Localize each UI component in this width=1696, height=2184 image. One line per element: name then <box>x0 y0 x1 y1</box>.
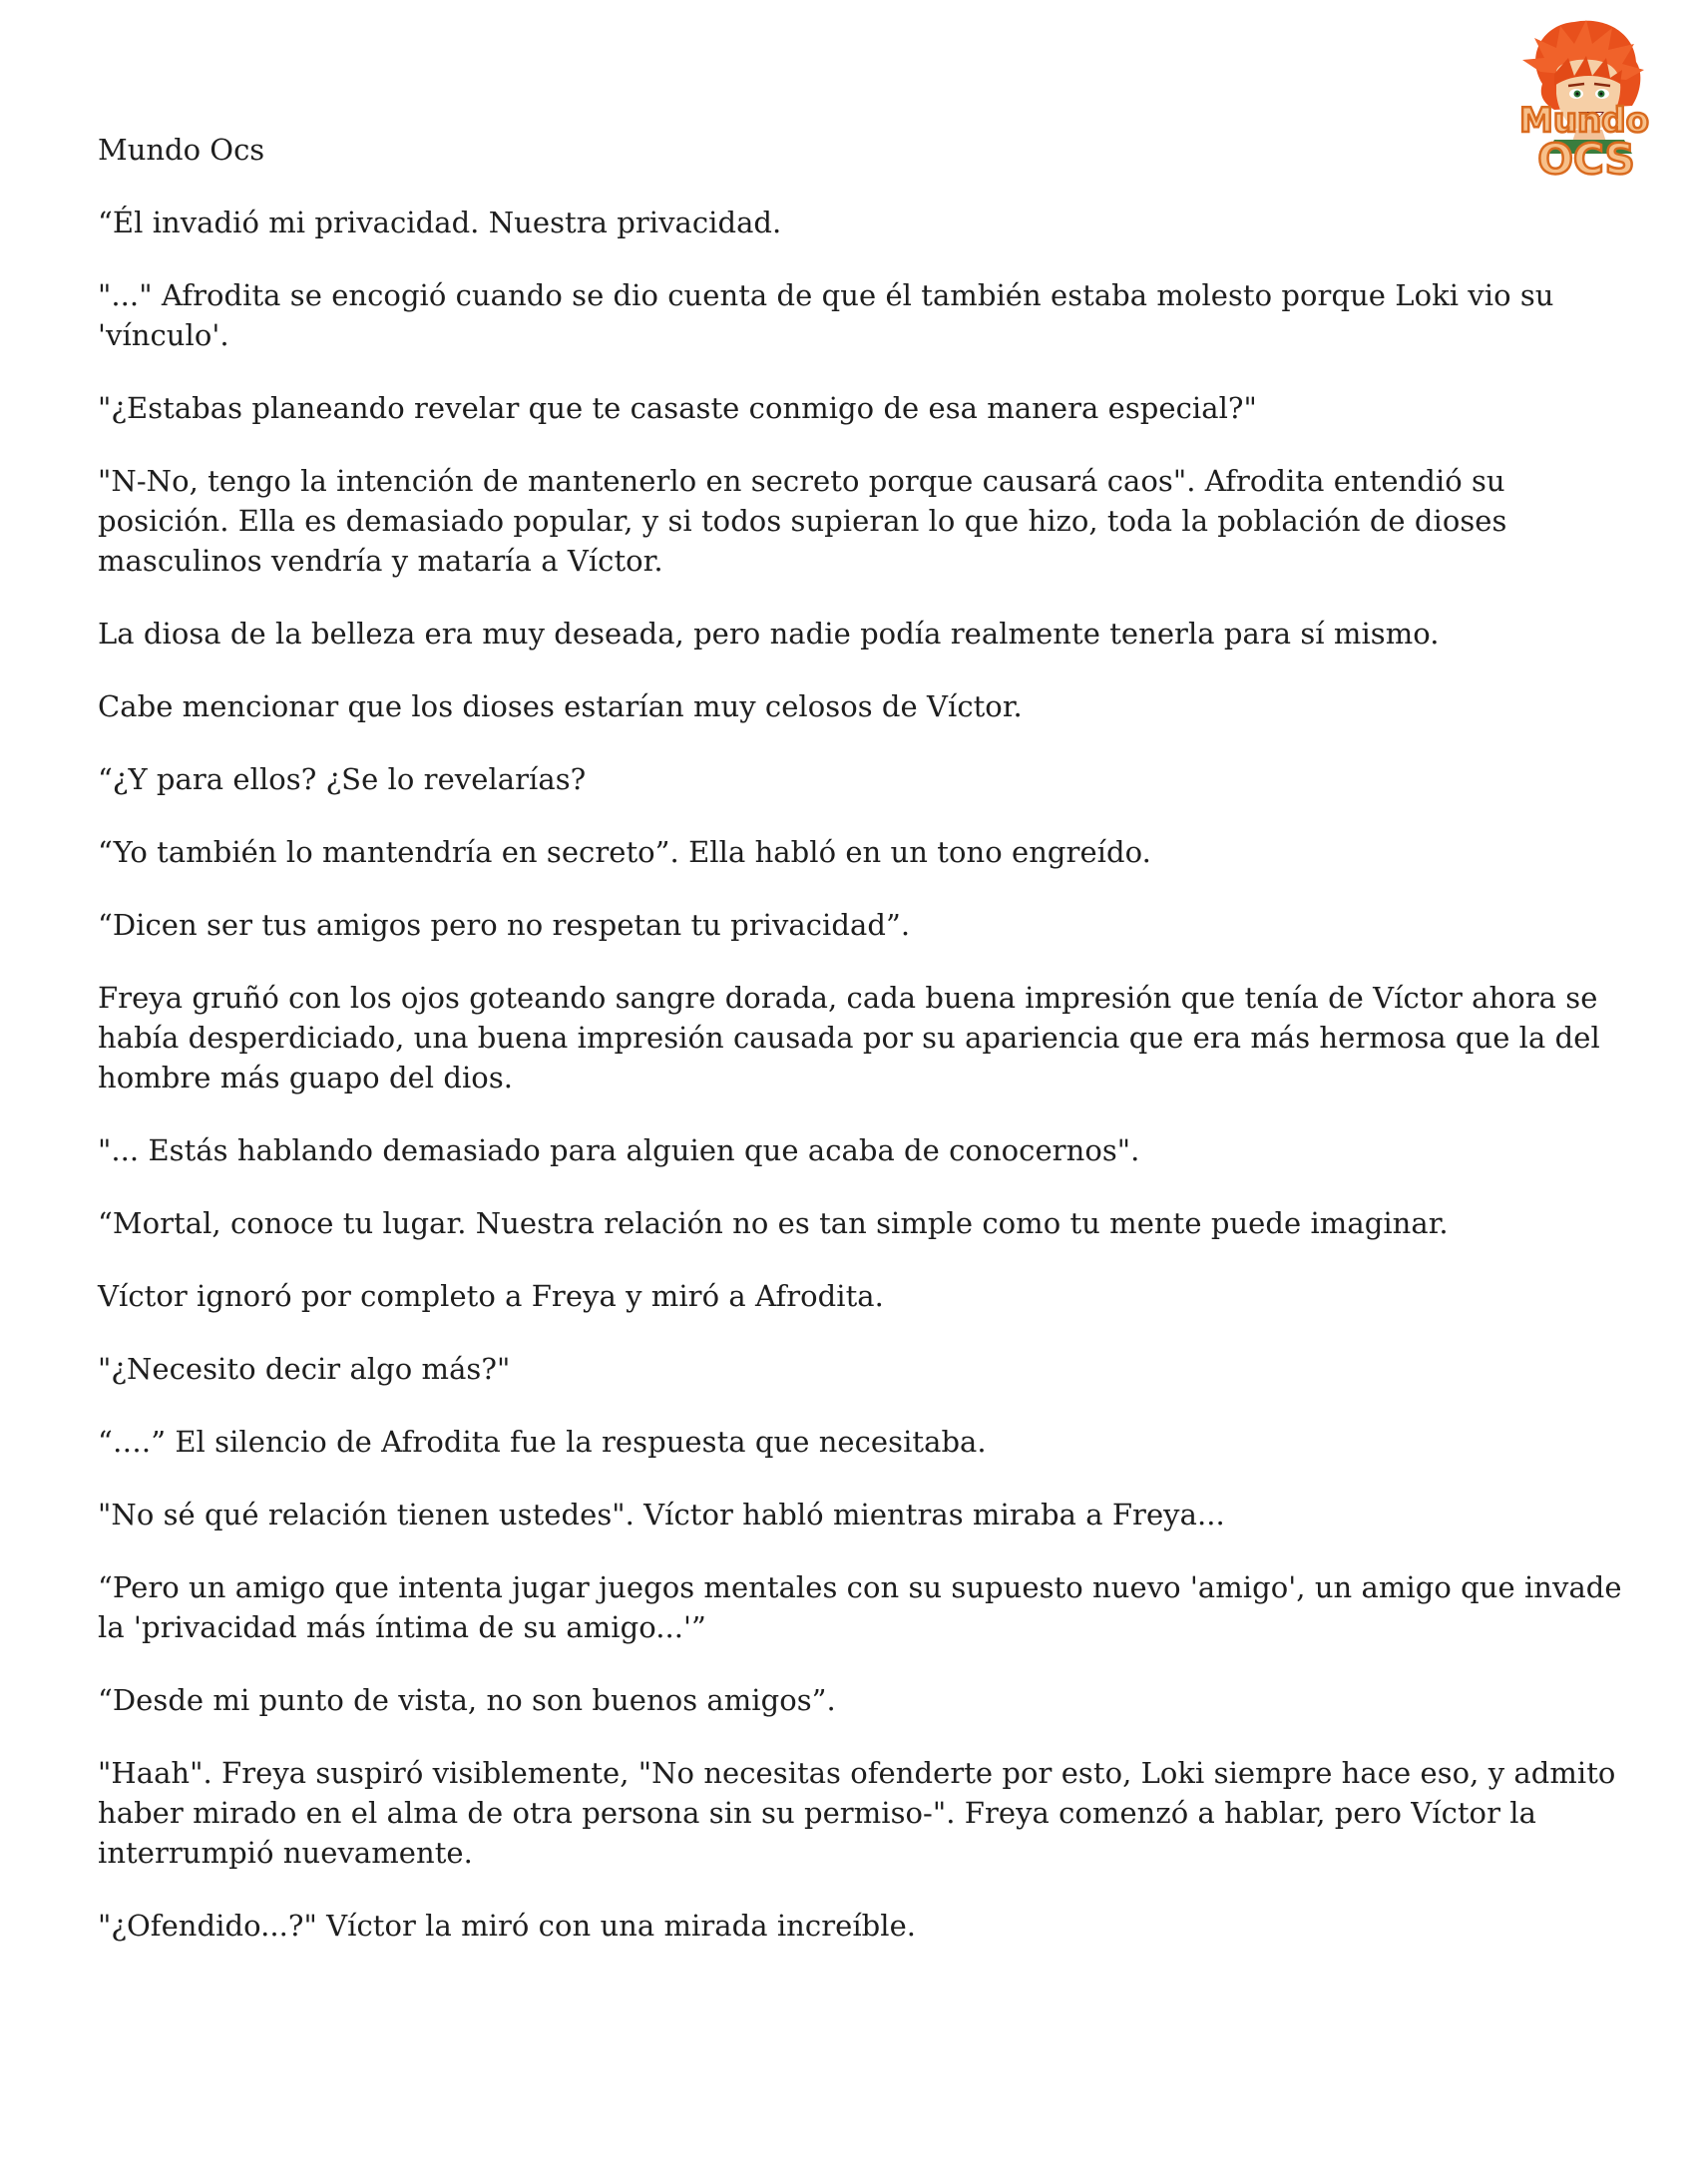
paragraph: La diosa de la belleza era muy deseada, pero nadie podía realmente tenerla para sí mismo. <box>98 617 1440 651</box>
paragraph: "No sé qué relación tienen ustedes". Víctor habló mientras miraba a Freya... <box>98 1498 1225 1531</box>
logo-text-mundo: Mundo <box>1519 101 1649 141</box>
paragraph: "Haah". Freya suspiró visiblemente, "No necesitas ofenderte por esto, Loki siempre hace eso, y admito haber mirado en el alma de otra persona sin su permiso-". Freya comenzó a hablar, pero Víctor la interrumpió nuevamente. <box>98 1756 1616 1870</box>
text-column <box>98 130 1634 1978</box>
paragraph: “Pero un amigo que intenta jugar juegos mentales con su supuesto nuevo 'amigo', un amigo que invade la 'privacidad más íntima de su amigo...'” <box>98 1570 1622 1644</box>
document-header: Mundo Ocs <box>98 133 265 167</box>
logo-text-ocs: OCS <box>1537 135 1635 184</box>
paragraph: "¿Necesito decir algo más?" <box>98 1352 511 1386</box>
paragraph: “Desde mi punto de vista, no son buenos amigos”. <box>98 1683 836 1717</box>
paragraph: “Él invadió mi privacidad. Nuestra privacidad. <box>98 206 782 239</box>
paragraph: Víctor ignoró por completo a Freya y miró a Afrodita. <box>98 1279 884 1313</box>
paragraph: "..." Afrodita se encogió cuando se dio cuenta de que él también estaba molesto porque Loki vio su 'vínculo'. <box>98 278 1554 352</box>
paragraph: “Yo también lo mantendría en secreto”. Ella habló en un tono engreído. <box>98 835 1151 869</box>
paragraph: “Dicen ser tus amigos pero no respetan tu privacidad”. <box>98 908 911 942</box>
paragraph: "... Estás hablando demasiado para alguien que acaba de conocernos". <box>98 1133 1140 1167</box>
paragraph: “Mortal, conoce tu lugar. Nuestra relación no es tan simple como tu mente puede imaginar. <box>98 1206 1449 1240</box>
paragraph: “….” El silencio de Afrodita fue la respuesta que necesitaba. <box>98 1425 987 1459</box>
paragraph: "¿Estabas planeando revelar que te casaste conmigo de esa manera especial?" <box>98 391 1257 425</box>
paragraph: "N-No, tengo la intención de mantenerlo en secreto porque causará caos". Afrodita entendió su posición. Ella es demasiado popular, y si todos supieran lo que hizo, toda la población de dioses masculinos vendría y mataría a Víctor. <box>98 464 1507 578</box>
paragraph: "¿Ofendido...?" Víctor la miró con una mirada increíble. <box>98 1909 917 1943</box>
paragraph: Freya gruñó con los ojos goteando sangre dorada, cada buena impresión que tenía de Víctor ahora se había desperdiciado, una buena impresión causada por su apariencia que era más hermosa que la del hombre más guapo del dios. <box>98 981 1600 1094</box>
paragraph: “¿Y para ellos? ¿Se lo revelarías? <box>98 762 587 796</box>
paragraph: Cabe mencionar que los dioses estarían muy celosos de Víctor. <box>98 689 1023 723</box>
